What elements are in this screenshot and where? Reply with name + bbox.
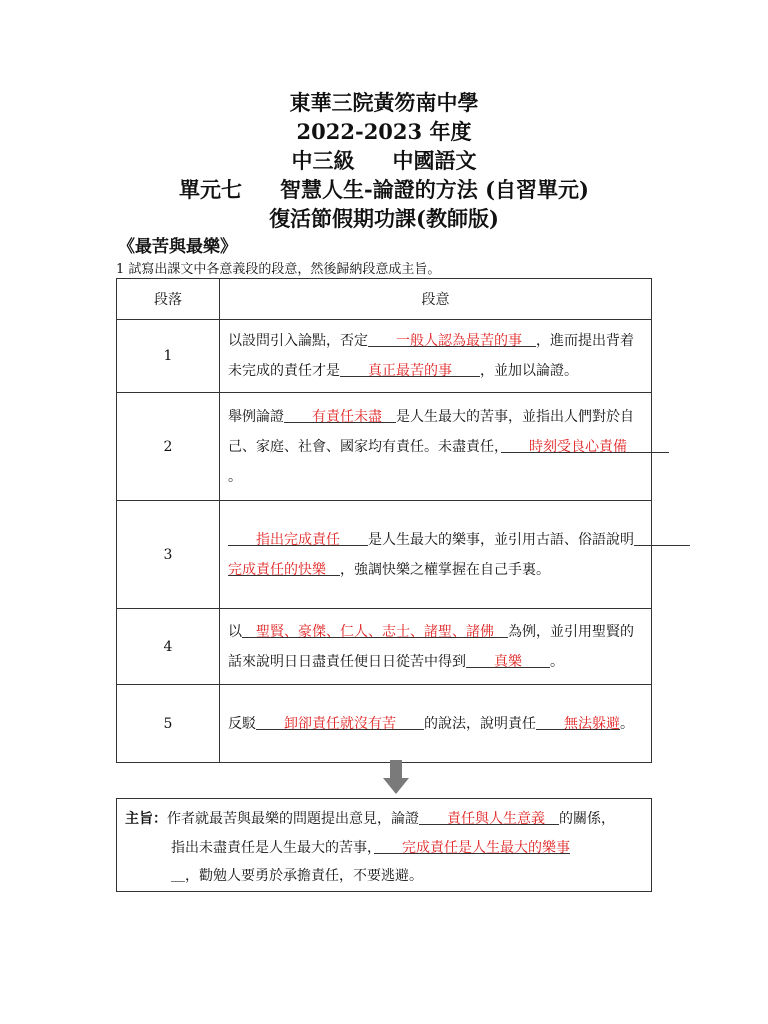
answer-text: 有責任未盡 <box>284 408 396 425</box>
document-header <box>0 88 768 233</box>
answer-text: 無法躲避 <box>536 715 620 732</box>
text-segment: 為例，並引用聖賢的話來說明日日盡責任便日日從苦中得到 <box>228 623 634 670</box>
text-segment: 以設問引入論點，否定 <box>228 333 368 349</box>
main-idea-label: 主旨： <box>125 811 167 827</box>
text-segment: 舉例論證 <box>228 408 284 425</box>
row-meaning <box>220 501 690 609</box>
text-segment: 的關係， <box>559 811 615 827</box>
row-meaning <box>220 320 652 393</box>
main-idea-line-1 <box>125 805 615 834</box>
text-segment: 。 <box>550 653 564 670</box>
answer-text: 真正最苦的事 <box>340 363 480 379</box>
text-segment: ，進而提出背着未完成的責任才是 <box>228 333 634 379</box>
main-idea-box <box>116 798 652 892</box>
main-idea-line-3: ＿，勸勉人要勇於承擔責任，不要逃避。 <box>171 868 423 884</box>
answer-text: 責任與人生意義 <box>419 811 559 827</box>
work-title: 復活節假期功課(教師版) <box>269 206 499 231</box>
row-meaning <box>220 393 669 501</box>
answer-text: 卸卻責任就沒有苦 <box>256 715 424 732</box>
section-title: 《最苦與最樂》 <box>118 237 237 257</box>
unit-title: 智慧人生-論證的方法 (自習單元) <box>280 177 589 202</box>
answer-text: 一般人認為最苦的事 <box>368 333 536 349</box>
row-number: 3 <box>117 501 220 609</box>
row-number: 5 <box>117 685 220 763</box>
level: 中三級 <box>291 148 355 173</box>
table-row <box>117 393 652 501</box>
text-segment: 反駁 <box>228 715 256 732</box>
text-segment: 。 <box>620 715 634 732</box>
text-segment: 是人生最大的苦事，並指出人們對於自己、家庭、社會、國家均有責任。未盡責任， <box>228 408 634 455</box>
text-segment: 的說法，說明責任 <box>424 715 536 732</box>
unit-number: 單元七 <box>179 177 243 202</box>
school-year: 2022-2023 年度 <box>296 119 472 144</box>
table-row <box>117 609 652 685</box>
subject: 中國語文 <box>392 148 477 173</box>
paragraph-meaning-table <box>116 278 690 763</box>
answer-text: 時刻受良心責備 <box>501 438 669 455</box>
row-number: 4 <box>117 609 220 685</box>
header-meaning: 段意 <box>220 279 652 320</box>
header-paragraph: 段落 <box>117 279 220 320</box>
text-segment: ，並加以論證。 <box>480 363 578 379</box>
answer-text: 完成責任是人生最大的樂事 <box>374 840 570 856</box>
table-row <box>117 320 652 393</box>
text-segment: 以 <box>228 623 242 640</box>
unit-line <box>0 175 768 204</box>
table-row <box>117 501 652 609</box>
answer-text: 聖賢、豪傑、仁人、志士、諸聖、諸佛 <box>242 623 508 640</box>
answer-text: 真樂 <box>466 653 550 670</box>
row-meaning <box>220 609 652 685</box>
instruction-text: 1 試寫出課文中各意義段的段意，然後歸納段意成主旨。 <box>116 262 441 277</box>
row-number: 2 <box>117 393 220 501</box>
level-subject <box>0 146 768 175</box>
answer-text: 指出完成責任 <box>228 531 368 548</box>
school-name: 東華三院黃笏南中學 <box>289 90 479 115</box>
main-idea-line-2 <box>171 834 570 863</box>
text-segment: 是人生最大的樂事，並引用古語、俗語說明 <box>368 531 634 548</box>
row-number: 1 <box>117 320 220 393</box>
table-row <box>117 685 652 763</box>
down-arrow-icon <box>383 760 409 794</box>
text-segment: 作者就最苦與最樂的問題提出意見，論證 <box>167 811 419 827</box>
row-meaning <box>220 685 652 763</box>
text-segment: 指出未盡責任是人生最大的苦事， <box>171 840 374 856</box>
text-segment: 。 <box>228 468 242 485</box>
table-header-row <box>117 279 652 320</box>
answer-text: 完成責任的快樂 <box>228 531 690 578</box>
text-segment: ，強調快樂之權掌握在自己手裏。 <box>340 561 550 578</box>
